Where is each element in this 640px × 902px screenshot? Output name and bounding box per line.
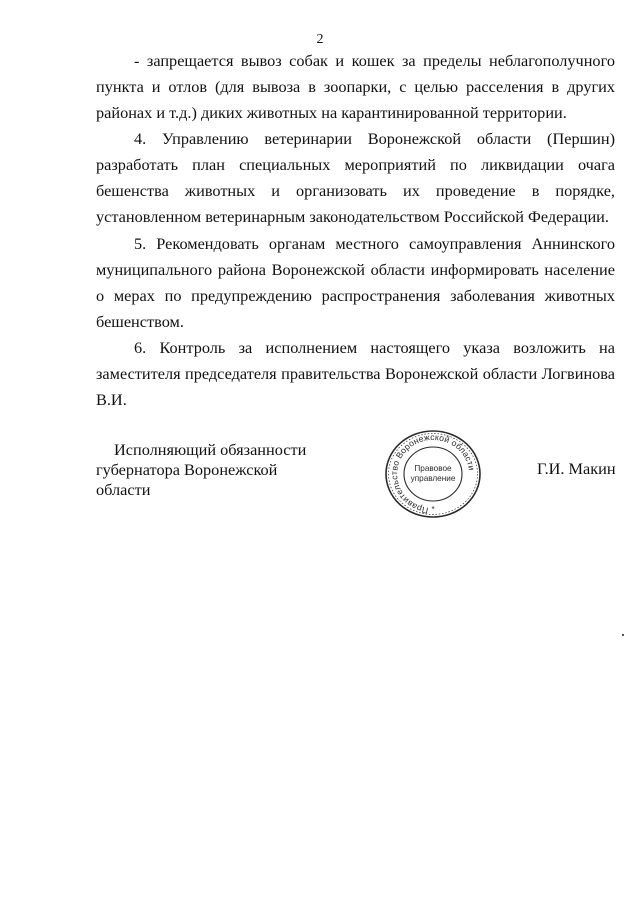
paragraph-4-veterinary-plan: 4. Управлению ветеринарии Воронежской области (Першин) разработать план специальных мероприятий по ликвидации очага бешенства животных и организовать их проведение в порядке, установленном ветеринарным законодательством Российской Федерации. (96, 129, 615, 226)
paragraph-quarantine-restriction: - запрещается вывоз собак и кошек за пределы неблагополучного пункта и отлов (для вывоза в зоопарки, с целью расселения в других районах и т.д.) диких животных на карантинированной территории. (96, 51, 615, 122)
paragraph-6-control: 6. Контроль за исполнением настоящего указа возложить на заместителя председателя правительства Воронежской области Логвинова В.И. (96, 338, 615, 409)
scan-speck (622, 634, 624, 636)
signatory-position-line2: губернатора Воронежской области (96, 460, 278, 499)
page-number: 2 (316, 32, 324, 47)
paragraph-5-recommendation: 5. Рекомендовать органам местного самоуправления Аннинского муниципального района Воронежской области информировать население о мерах по предупреждению распространения заболевания животных бешенством. (96, 234, 615, 331)
signatory-position-line1: Исполняющий обязанности (114, 440, 307, 459)
stamp-center-line2: управление (410, 474, 456, 483)
signatory-name: Г.И. Макин (537, 459, 616, 478)
stamp-ring-text: Правительство Воронежской области (389, 431, 477, 516)
signatory-position (96, 440, 326, 500)
official-seal-stamp (384, 426, 482, 518)
stamp-star: * (431, 505, 435, 514)
stamp-center-line1: Правовое (414, 464, 452, 473)
